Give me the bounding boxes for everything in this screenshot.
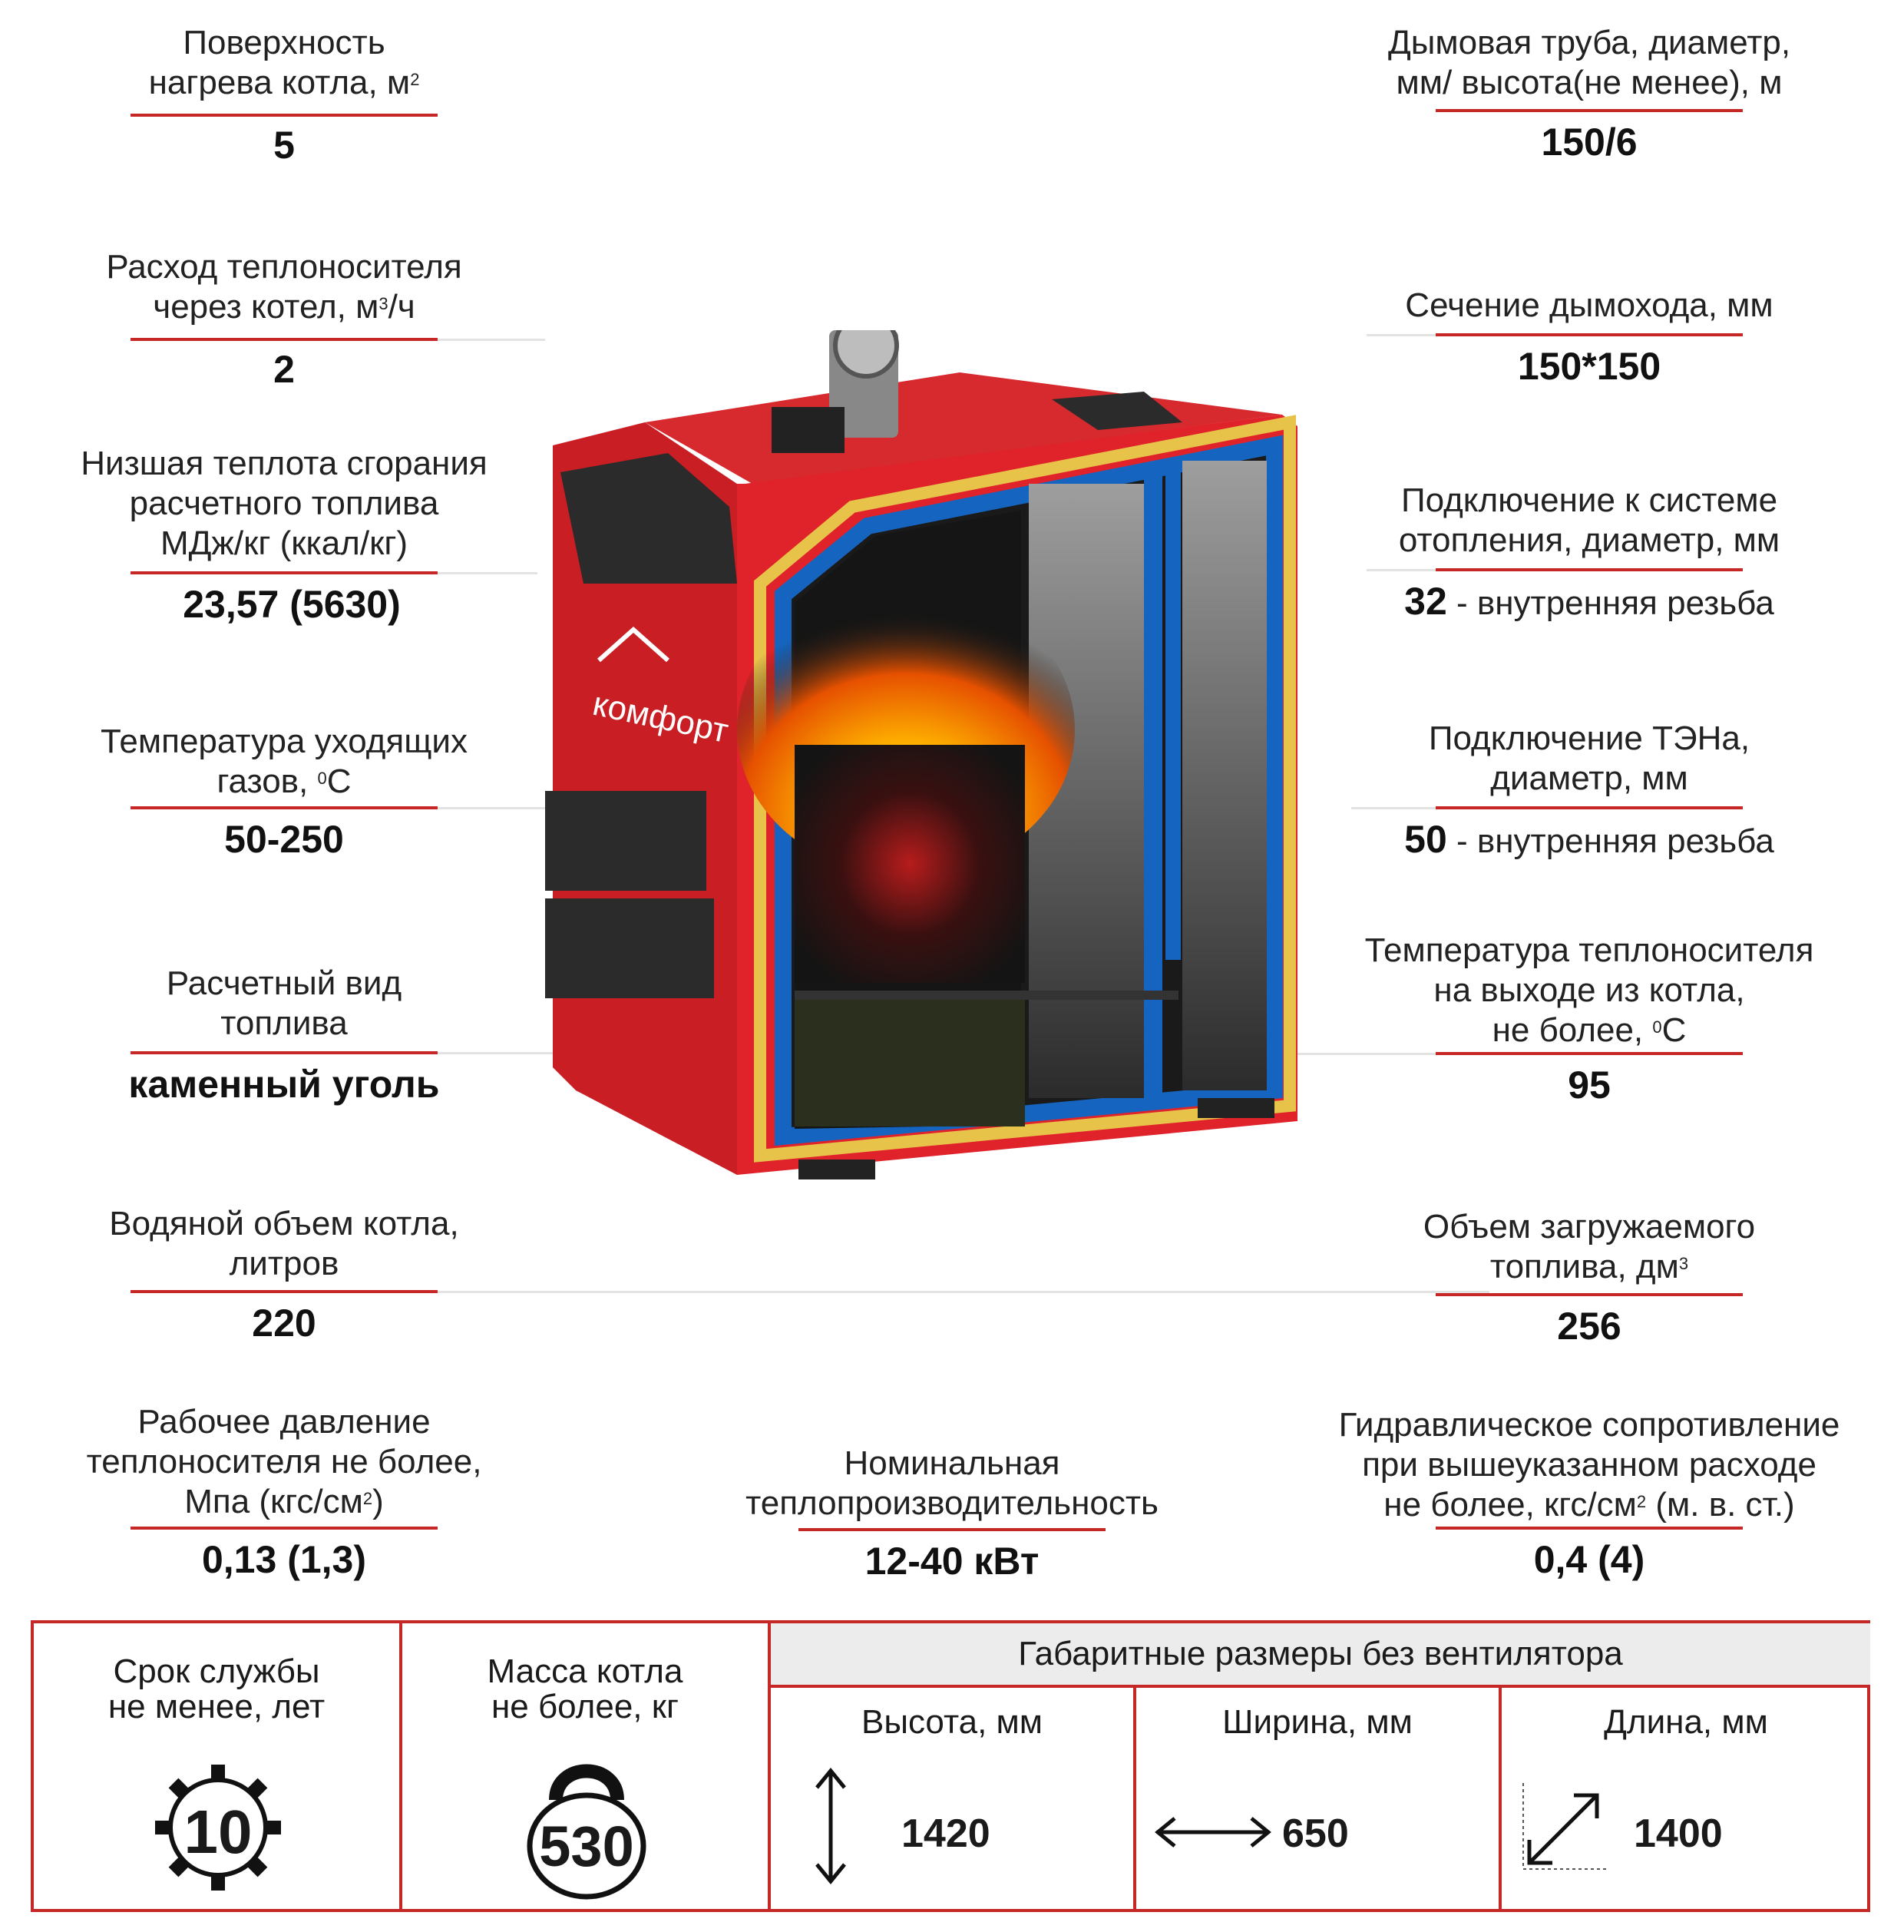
dimensions-header: Габаритные размеры без вентилятора	[771, 1623, 1870, 1688]
cell-label: Высота, мм	[861, 1703, 1043, 1741]
leader-line	[438, 572, 537, 574]
boiler-foot-rear	[1198, 1098, 1274, 1118]
separator-line	[131, 1290, 438, 1293]
separator-line	[131, 1051, 438, 1054]
coal-bed	[795, 745, 1025, 983]
spec-outlet-temp	[1321, 931, 1858, 1115]
diagonal-arrow-icon	[1520, 1780, 1612, 1872]
spec-label: Номинальная теплопроизводительность	[745, 1444, 1159, 1522]
mass-value: 530	[539, 1815, 634, 1878]
spec-label: Объем загружаемого топлива, $дм^3$	[1423, 1208, 1756, 1285]
height-value: 1420	[901, 1811, 990, 1856]
spec-flue-gas-temp	[61, 722, 507, 860]
leader-line	[1367, 334, 1436, 336]
separator-line	[131, 571, 438, 574]
spec-value: 220	[252, 1302, 316, 1345]
flue-divider-blue-2	[1165, 468, 1181, 960]
vertical-arrow-icon	[808, 1765, 854, 1887]
spec-lower-heat-value	[38, 444, 530, 636]
spec-value: 95	[1568, 1064, 1611, 1107]
spec-label: Дымовая труба, диаметр, мм/ высота(не менее), м	[1387, 24, 1791, 101]
spec-value: 150/6	[1541, 121, 1638, 164]
grate	[795, 991, 1178, 1000]
spec-value: 32 - внутренняя резьба	[1404, 580, 1774, 623]
spec-value: 5	[273, 124, 295, 167]
separator-line	[1436, 1293, 1743, 1296]
spec-working-pressure	[38, 1402, 530, 1594]
cell-service-life	[34, 1623, 402, 1909]
separator-line	[1436, 806, 1743, 809]
spec-label: Температура теплоносителя на выходе из котла, не более, $^0$С	[1364, 931, 1814, 1049]
fan-icon	[835, 330, 897, 376]
spec-label: Температура уходящих газов, $^0$С	[100, 723, 468, 800]
spec-value: 12-40 кВт	[864, 1540, 1040, 1583]
controller-unit	[772, 407, 845, 453]
spec-value: 0,13 (1,3)	[201, 1538, 366, 1581]
spec-label: Подключение ТЭНа, диаметр, мм	[1428, 720, 1750, 797]
lower-door	[545, 898, 714, 998]
cell-label: Масса котла не более, кг	[487, 1652, 683, 1725]
spec-fuel-type	[61, 964, 507, 1106]
separator-line	[1436, 1052, 1743, 1055]
width-value: 650	[1282, 1811, 1349, 1856]
spec-label: Сечение дымохода, мм	[1405, 286, 1773, 324]
separator-line	[131, 806, 438, 809]
spec-hydraulic-resistance	[1290, 1405, 1889, 1597]
cell-label: Ширина, мм	[1222, 1703, 1413, 1741]
cell-height	[771, 1688, 1136, 1912]
spec-coolant-flow	[61, 247, 507, 391]
cell-width	[1136, 1688, 1502, 1912]
spec-value: 2	[273, 348, 295, 391]
spec-label: Расход теплоносителя через котел, $м^3/ч$	[106, 248, 462, 326]
separator-line	[131, 1527, 438, 1530]
spec-label: Поверхность нагрева котла, $м^2$	[148, 24, 420, 101]
spec-value: 23,57 (5630)	[183, 583, 401, 626]
spec-label: Водяной объем котла, литров	[109, 1205, 459, 1282]
length-value: 1400	[1634, 1811, 1723, 1856]
spec-value: 50 - внутренняя резьба	[1404, 818, 1774, 861]
spec-label: Рабочее давление теплоносителя не более, Мпа $(кгс/см^2)$	[86, 1403, 482, 1520]
separator-line	[131, 338, 438, 341]
cell-label: Длина, мм	[1604, 1703, 1768, 1741]
middle-door	[545, 791, 706, 891]
spec-heating-connection	[1336, 481, 1843, 634]
spec-chimney-pipe	[1336, 23, 1843, 169]
leader-line	[1367, 569, 1436, 571]
spec-label: Расчетный вид топлива	[166, 964, 402, 1042]
cell-label: Срок службы не менее, лет	[107, 1652, 326, 1725]
ash-pit	[795, 1000, 1025, 1126]
leader-line	[438, 339, 545, 341]
spec-label: Низшая теплота сгорания расчетного топлива МДж/кг (ккал/кг)	[81, 445, 488, 562]
horizontal-arrow-icon	[1152, 1809, 1274, 1855]
spec-label: Подключение к системе отопления, диаметр, мм	[1398, 481, 1780, 559]
leader-line	[438, 1291, 1489, 1293]
separator-line	[1436, 568, 1743, 571]
separator-line	[798, 1528, 1106, 1531]
spec-nominal-output	[691, 1444, 1213, 1597]
spec-heater-connection	[1336, 719, 1843, 872]
spec-value: каменный уголь	[128, 1063, 440, 1106]
boiler-cutaway-illustration	[530, 330, 1374, 1198]
flue-channel-rear	[1182, 461, 1267, 1090]
separator-line	[131, 114, 438, 117]
separator-line	[1436, 333, 1743, 336]
spec-value: 50-250	[224, 818, 344, 861]
spec-fuel-load-volume	[1336, 1207, 1843, 1353]
spec-water-volume	[61, 1204, 507, 1345]
spec-value: 256	[1557, 1305, 1621, 1348]
summary-table	[31, 1620, 1870, 1912]
spec-heating-surface	[61, 23, 507, 167]
boiler-foot	[798, 1160, 875, 1179]
flue-divider-blue	[1144, 468, 1162, 1106]
service-life-value: 10	[183, 1798, 253, 1866]
separator-line	[1436, 109, 1743, 112]
separator-line	[1436, 1527, 1743, 1530]
cell-boiler-mass	[402, 1623, 771, 1909]
spec-value: 150*150	[1517, 345, 1661, 388]
brand-logo: комфорт	[589, 684, 732, 750]
cell-length	[1502, 1688, 1870, 1912]
spec-label: Гидравлическое сопротивление при вышеуказанном расходе не более, кгс/$см^2$ (м. в. ст.)	[1338, 1406, 1840, 1523]
spec-flue-section	[1336, 286, 1843, 401]
spec-value: 0,4 (4)	[1533, 1538, 1645, 1581]
